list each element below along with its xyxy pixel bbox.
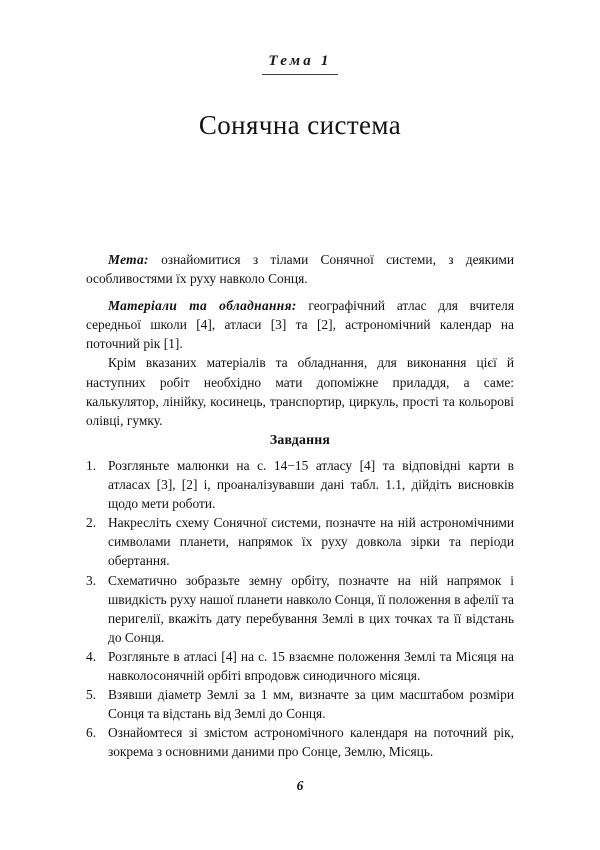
paragraph-aim-lead-colon: : [144, 252, 149, 267]
list-item [86, 571, 514, 647]
intro-text-block [86, 250, 514, 430]
list-item-number: 5. [86, 687, 97, 703]
list-item-text: Взявши діаметр Землі за 1 мм, визначте за цим масштабом розміри Сонця та відстань від Землі до Сонця. [108, 687, 514, 722]
list-item [86, 456, 514, 513]
paragraph-materials [86, 296, 514, 353]
page-number: 6 [296, 778, 304, 793]
paragraph-additional-equipment-text: Крім вказаних матеріалів та обладнання, для виконання цієї й наступних робіт необхідно мати допоміжне приладдя, а саме: калькулятор, лінійку, косинець, транспортир, циркуль, прості та кольорові олівці, гумку. [86, 355, 514, 428]
list-item-text: Схематично зобразьте земну орбіту, позначте на ній напрямок і швидкість руху нашої планети навколо Сонця, її положення в афелії та перигелії, вкажіть дату перебування Землі в цих точках та її відстань до Сонця. [108, 572, 514, 645]
paragraph-materials-lead-colon: : [291, 298, 297, 314]
list-item [86, 647, 514, 685]
tasks-heading: Завдання [269, 432, 331, 447]
paragraph-aim [86, 250, 514, 288]
list-item-text: Розгляньте малюнки на с. 14−15 атласу [4] та відповідні карти в атласах [3], [2] і, проаналізувавши дані табл. 1.1, дійдіть висновків щодо мети роботи. [108, 458, 514, 512]
chapter-header [0, 52, 600, 75]
list-item-text: Ознайомтеся зі змістом астрономічного календаря на поточний рік, зокрема з основними даними про Сонце, Землю, Місяць. [108, 725, 514, 760]
list-item-number: 1. [86, 458, 97, 473]
list-item-text: Накресліть схему Сонячної системи, позначте на ній астрономічними символами планети, напрямок їх руху довкола зірки та періоди обертання. [108, 515, 514, 569]
list-item-number: 6. [86, 725, 97, 741]
paragraph-materials-lead: Матеріали та обладнання [108, 298, 292, 314]
paragraph-materials-text: географічний атлас для вчителя середньої школи [4], атласи [3] та [2], астрономічний календар на поточний рік [1]. [86, 298, 515, 352]
list-item-number: 2. [86, 515, 97, 531]
list-item-number: 3. [86, 572, 97, 588]
list-item [86, 723, 514, 761]
list-item [86, 685, 514, 723]
tasks-list [86, 456, 514, 762]
chapter-label: Тема 1 [262, 53, 337, 75]
page-title: Сонячна система [198, 110, 402, 141]
paragraph-additional-equipment [86, 353, 514, 429]
list-item [86, 513, 514, 570]
paragraph-aim-text: ознайомитися з тілами Сонячної системи, з деякими особливостями їх руху навколо Сонця. [86, 252, 514, 287]
list-item-text: Розгляньте в атласі [4] на с. 15 взаємне положення Землі та Місяця на навколосонячній орбіті впродовж синодичного місяця. [108, 648, 514, 684]
list-item-number: 4. [86, 648, 97, 664]
paragraph-aim-lead: Мета [108, 252, 144, 267]
